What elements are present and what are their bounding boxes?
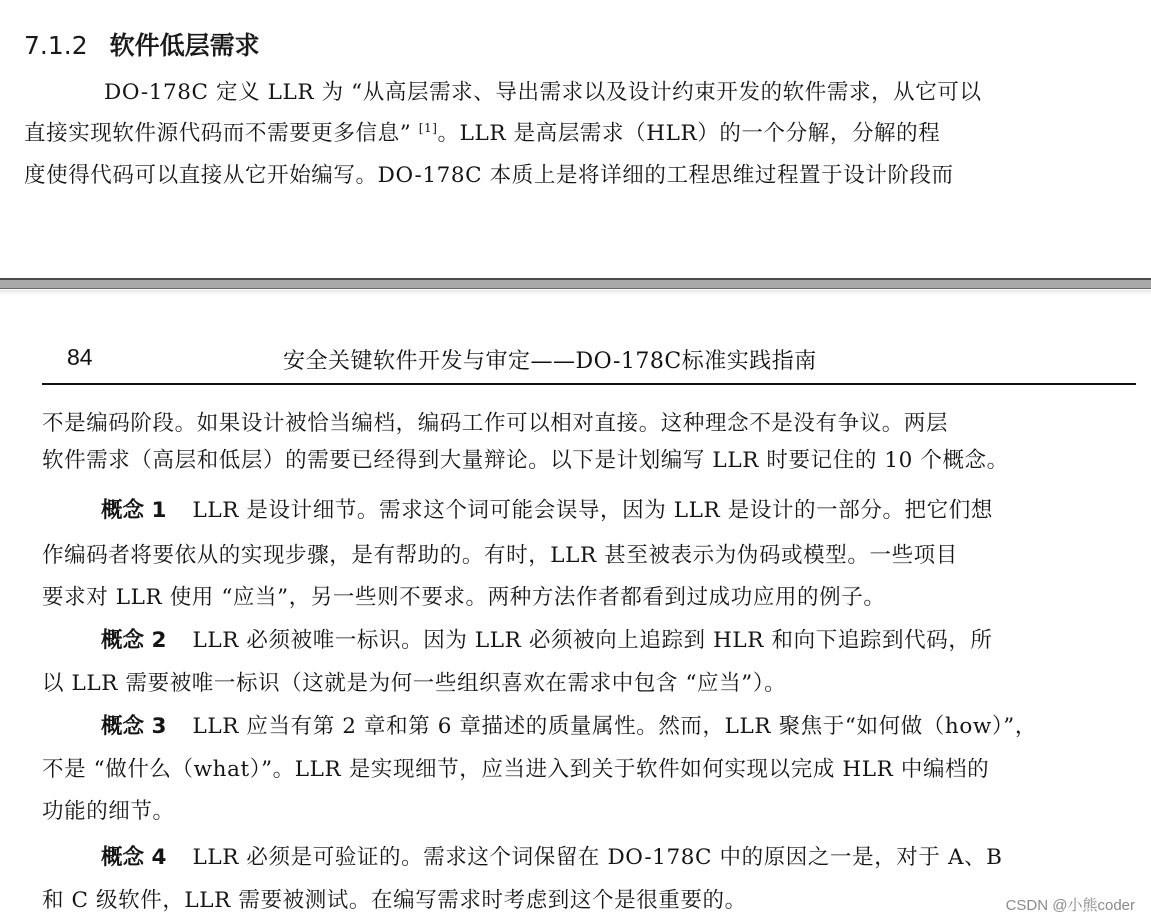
concept-label: 概念 3	[101, 714, 167, 739]
section-heading	[24, 26, 260, 62]
concept-1-line	[101, 493, 993, 524]
concept-3-line	[101, 709, 1037, 740]
page-divider-shadow	[0, 290, 1151, 295]
paragraph-line: 作编码者将要依从的实现步骤，是有帮助的。有时，LLR 甚至被表示为伪码或模型。一些项目	[42, 543, 958, 568]
paragraph-line: 以 LLR 需要被唯一标识（这就是为何一些组织喜欢在需求中包含 “应当”）。	[42, 671, 787, 696]
text-segment: LLR 应当有第 2 章和第 6 章描述的质量属性。然而，LLR 聚焦于“如何做（how）”，	[192, 714, 1037, 739]
concept-label: 概念 2	[101, 628, 167, 653]
text-segment: 。LLR 是高层需求（HLR）的一个分解，分解的程	[437, 121, 941, 146]
text-segment: LLR 是设计细节。需求这个词可能会误导，因为 LLR 是设计的一部分。把它们想	[192, 498, 993, 523]
concept-4-line	[101, 840, 1003, 871]
running-title: 安全关键软件开发与审定——DO-178C标准实践指南	[283, 349, 817, 374]
page-number: 84	[67, 344, 93, 370]
citation-reference: [1]	[418, 120, 438, 135]
paragraph-line: 不是编码阶段。如果设计被恰当编档，编码工作可以相对直接。这种理念不是没有争议。两层	[42, 411, 949, 436]
paragraph-line: 要求对 LLR 使用 “应当”，另一些则不要求。两种方法作者都看到过成功应用的例子。	[42, 585, 886, 610]
paragraph-line: DO-178C 定义 LLR 为 “从高层需求、导出需求以及设计约束开发的软件需求，从它可以	[104, 80, 982, 105]
text-segment: 直接实现软件源代码而不需要更多信息”	[24, 121, 419, 146]
concept-label: 概念 4	[101, 845, 167, 870]
section-number: 7.1.2	[24, 31, 88, 60]
paragraph-line: 功能的细节。	[42, 799, 175, 824]
paragraph-line: 度使得代码可以直接从它开始编写。DO-178C 本质上是将详细的工程思维过程置于设计阶段而	[24, 163, 954, 188]
text-segment: LLR 必须被唯一标识。因为 LLR 必须被向上追踪到 HLR 和向下追踪到代码，所	[192, 628, 993, 653]
text-segment: LLR 必须是可验证的。需求这个词保留在 DO-178C 中的原因之一是，对于 A、B	[192, 845, 1003, 870]
paragraph-line: 不是 “做什么（what）”。LLR 是实现细节，应当进入到关于软件如何实现以完成 HLR 中编档的	[42, 757, 990, 782]
concept-2-line	[101, 623, 993, 654]
header-rule	[42, 383, 1136, 385]
page-divider	[0, 278, 1151, 289]
paragraph-line: 和 C 级软件，LLR 需要被测试。在编写需求时考虑到这个是很重要的。	[42, 888, 747, 913]
paragraph-line: 软件需求（高层和低层）的需要已经得到大量辩论。以下是计划编写 LLR 时要记住的 10 个概念。	[42, 448, 1009, 473]
concept-label: 概念 1	[101, 498, 167, 523]
paragraph-line	[24, 116, 940, 147]
section-title: 软件低层需求	[109, 31, 260, 60]
watermark: CSDN @小熊coder	[1005, 897, 1135, 914]
